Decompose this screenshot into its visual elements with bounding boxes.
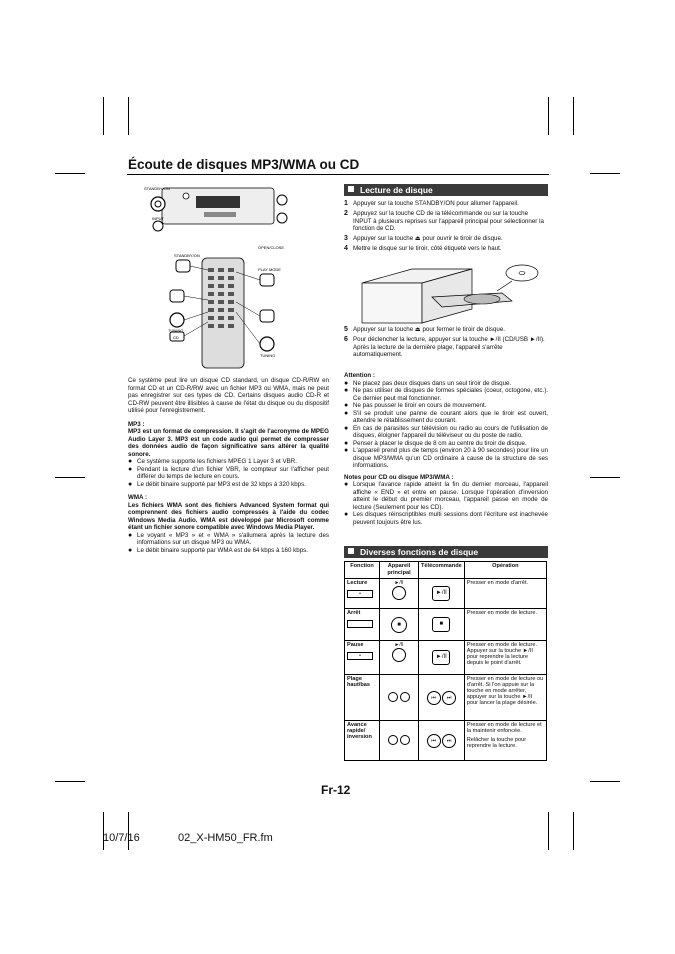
label-play-mode: PLAY MODE xyxy=(258,267,281,272)
prev-track-icon xyxy=(388,692,398,702)
list-item: ● Les disques réinscriptibles multi sessions dont l'écriture est inachevée peuvent toujours être lus. xyxy=(344,511,548,526)
stop-icon: ■ xyxy=(391,617,407,633)
step-1: 1 Appuyer sur la touche STANDBY/ON pour allumer l'appareil. xyxy=(344,200,519,207)
list-item: ● Ce système supporte les fichiers MPEG 1 Layer 3 et VBR. xyxy=(128,458,297,465)
crop-mark xyxy=(548,812,549,850)
crop-mark xyxy=(103,97,104,135)
play-pause-icon xyxy=(392,648,406,662)
crop-mark xyxy=(590,781,620,782)
label-open-close: OPEN/CLOSE xyxy=(258,245,285,250)
footer-file: 02_X-HM50_FR.fm xyxy=(178,832,273,844)
list-item: ● Ne pas pousser le tiroir en cours de mouvement. xyxy=(344,402,487,409)
rewind-icon xyxy=(388,735,398,745)
skip-forward-icon: ⏭ xyxy=(442,691,456,705)
play-pause-icon: ►/II xyxy=(432,650,450,665)
mp3-body: MP3 est un format de compression. Il s'agit de l'acronyme de MPEG Audio Layer 3. MP3 est un code audio qui permet de compresser des données audio de façon significative sans altérer la qualité sonore. xyxy=(128,428,329,458)
step-6: 6 Pour déclencher la lecture, appuyer sur la touche ►/II (CD/USB ►/II). Après la lecture de la dernière plage, l'appareil s'arrête automatiquement. xyxy=(344,336,545,358)
footer-date: 10/7/16 xyxy=(103,832,140,844)
functions-table xyxy=(344,561,547,761)
section-heading-diverses: Diverses fonctions de disque xyxy=(344,546,548,558)
attention-block xyxy=(344,372,548,526)
list-item: ● Le voyant « MP3 » et « WMA » s'allumera après la lecture des informations sur un disque MP3 ou WMA. xyxy=(128,531,329,546)
list-item: ● Pendant la lecture d'un fichier VBR, le compteur sur l'afficher peut différer du temps de lecture en cours. xyxy=(128,465,329,480)
table-row: Pause • ►/II ►/II Presser en mode de lecture. Appuyer sur la touche ►/II pour reprendre la lecture depuis le point d'arrêt. xyxy=(345,641,547,675)
col-telecommande: Télécommande xyxy=(419,562,465,579)
stop-icon: ■ xyxy=(432,617,450,632)
crop-mark xyxy=(103,812,104,850)
crop-mark xyxy=(548,97,549,135)
col-operation: Opération xyxy=(464,562,546,579)
list-item: ● L'appareil prend plus de temps (environ 20 à 90 secondes) pour lire un disque MP3/WMA qu'un CD ordinaire à cause de la structure de ses informations. xyxy=(344,447,548,469)
wma-body: Les fichiers WMA sont des fichiers Advanced System format qui comprennent des fichiers audio compressés à l'aide du codec Windows Media Audio. WMA est développé par Microsoft comme étant un fichier sonore compatible avec Windows Media Player. xyxy=(128,501,329,531)
notes-heading: Notes pour CD ou disque MP3/WMA : xyxy=(344,473,454,481)
crop-mark xyxy=(128,97,129,135)
step-3: 3 Appuyer sur la touche ⏏ pour ouvrir le tiroir de disque. xyxy=(344,235,503,242)
label-cd: CD xyxy=(173,335,179,340)
table-row: Lecture • ►/II ►/II Presser en mode d'arrêt. xyxy=(345,579,547,609)
crop-mark xyxy=(128,812,129,850)
crop-mark xyxy=(55,477,85,478)
step-2: 2 Appuyez sur la touche CD de la télécommande ou sur la touche INPUT à plusieurs reprises sur l'appareil principal pour sélectionner la fonction de CD. xyxy=(344,210,544,232)
label-tuning-right: TUNING xyxy=(260,353,276,358)
table-row: Arrêt ■ ■ Presser en mode de lecture. xyxy=(345,609,547,641)
table-row: Avance rapide/ inversion ⏮ ⏭ Presser en mode de lecture et la maintenir enfoncée. Relâcher la touche pour reprendre la lecture. xyxy=(345,721,547,761)
page-title: Écoute de disques MP3/WMA ou CD xyxy=(128,157,360,172)
label-input: INPUT xyxy=(152,216,164,221)
wma-heading: WMA : xyxy=(128,494,148,501)
crop-mark xyxy=(590,477,620,478)
list-item: ● Le débit binaire supporté par MP3 est de 32 kbps à 320 kbps. xyxy=(128,480,306,488)
crop-mark xyxy=(590,173,620,174)
step-5: 5 Appuyer sur la touche ⏏ pour fermer le tiroir de disque. xyxy=(344,326,506,333)
col-fonction: Fonction xyxy=(345,562,380,579)
list-item: ● S'il se produit une panne de courant alors que le tiroir est ouvert, attendre le rétablissement du courant. xyxy=(344,409,548,424)
list-item: ● En cas de parasites sur télévision ou radio au cours de l'utilisation de disques, éloigner l'appareil du téléviseur ou du poste de radio. xyxy=(344,424,548,439)
section-heading-lecture: Lecture de disque xyxy=(344,184,548,196)
crop-mark xyxy=(573,97,574,135)
list-item: ● Ne pas utiliser de disques de formes spéciales (coeur, octogone, etc.). Ce dernier peut mal fonctionner. xyxy=(344,387,548,402)
fast-forward-icon xyxy=(400,735,410,745)
crop-mark xyxy=(55,173,85,174)
list-item: ● Ne placez pas deux disques dans un seul tiroir de disque. xyxy=(344,379,512,387)
label-tuning-left: TUNING xyxy=(168,328,184,333)
steps-5-6 xyxy=(344,326,548,361)
table-row: Plage haut/bas ⏮ ⏭ Presser en mode de lecture ou d'arrêt. Si l'on appuie sur la touche en mode arrêter, appuyer sur la touche ►/II pour lancer la plage désirée. xyxy=(345,675,547,721)
title-rule xyxy=(127,174,549,175)
list-item: ● Lorsque l'avance rapide atteint la fin du dernier morceau, l'appareil affiche « END » et entre en pause. Lorsque l'opération d'inversion atteint le début du premier morceau, l'appareil passe en mode de lecture (Seulement pour les CD). xyxy=(344,481,548,511)
label-standby: STANDBY/ON xyxy=(174,253,200,258)
next-track-icon xyxy=(400,692,410,702)
rewind-icon: ⏮ xyxy=(427,734,441,748)
crop-mark xyxy=(573,812,574,850)
intro-paragraph: Ce système peut lire un disque CD standard, un disque CD-R/RW en format CD et un CD-R/RW avec un fichier MP3 ou WMA, mais ne peut pas enregistrer sur ces types de CD. Certains disques audio CD-R et CD-RW peuvent être illisibles à cause de l'état du disque ou du dispositif utilisé pour l'enregistrement. xyxy=(128,377,329,414)
list-item: ● Le débit binaire supporté par WMA est de 64 kbps à 160 kbps. xyxy=(128,546,308,554)
fast-forward-icon: ⏭ xyxy=(442,734,456,748)
device-illustration xyxy=(140,182,340,372)
skip-back-icon: ⏮ xyxy=(427,691,441,705)
crop-mark xyxy=(55,781,85,782)
attention-heading: Attention : xyxy=(344,372,375,379)
steps-1-4 xyxy=(344,200,548,255)
list-item: ● Penser à placer le disque de 8 cm au centre du tiroir de disque. xyxy=(344,439,527,447)
disc-tray-illustration xyxy=(352,263,542,325)
col-appareil: Appareil principal xyxy=(380,562,419,579)
step-4: 4 Mettre le disque sur le tiroir, côté étiqueté vers le haut. xyxy=(344,245,502,252)
page-number: Fr-12 xyxy=(321,783,351,797)
play-pause-icon: ►/II xyxy=(432,586,450,601)
table-header-row xyxy=(345,562,547,579)
intro-column xyxy=(128,377,329,554)
label-standby-top: STANDBY/ON xyxy=(144,186,170,191)
mp3-heading: MP3 : xyxy=(128,420,145,428)
play-pause-icon xyxy=(392,586,406,600)
